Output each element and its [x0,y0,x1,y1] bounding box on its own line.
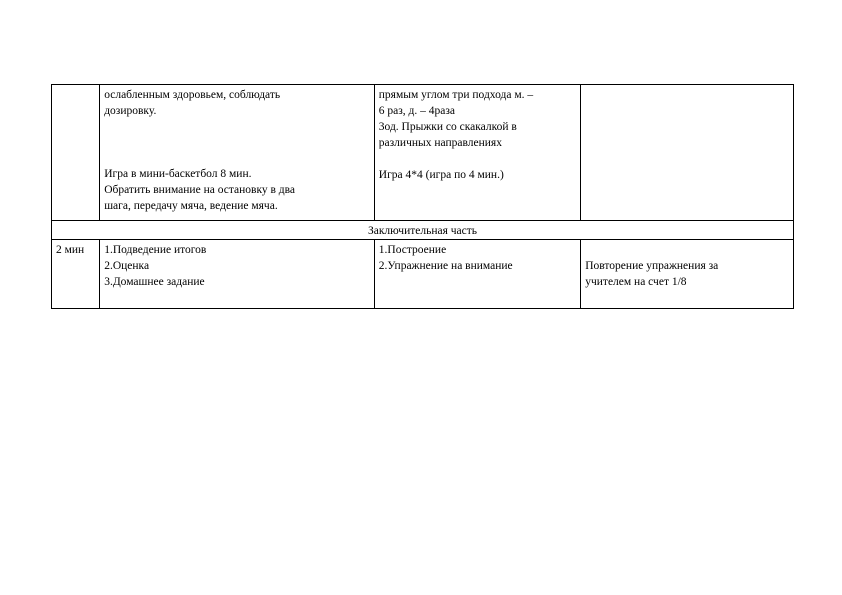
text-line: 3.Домашнее задание [104,276,205,288]
text-line: ослабленным здоровьем, соблюдать [104,89,281,101]
notes-cell [581,240,794,309]
text-line: Обратить внимание на остановку в два [104,184,296,196]
text-line: 2.Оценка [104,260,150,272]
text-line: Игра в мини-баскетбол 8 мин. [104,168,252,180]
text-line: 6 раз, д. – 4раза [378,105,456,117]
text-line: различных направлениях [378,137,502,149]
lesson-plan-table [51,84,794,309]
table-row [52,240,794,309]
text-line: дозировку. [104,105,157,117]
text-line: 3од. Прыжки со скакалкой в [378,121,517,133]
text-line: учителем на счет 1/8 [585,276,687,288]
section-header-row [52,221,794,240]
section-title: Заключительная часть [52,221,794,240]
text-line: 2.Упражнение на внимание [378,260,513,272]
exercise-cell [374,85,580,221]
content-cell [100,85,375,221]
text-line: 1.Подведение итогов [104,244,207,256]
exercise-cell [374,240,580,309]
notes-cell [581,85,794,221]
text-line: прямым углом три подхода м. – [378,89,534,101]
text-line: Повторение упражнения за [585,260,719,272]
text-line: Игра 4*4 (игра по 4 мин.) [378,169,504,181]
time-cell: 2 мин [52,240,100,309]
text-line: 1.Построение [378,244,447,256]
time-cell [52,85,100,221]
table-row [52,85,794,221]
content-cell [100,240,375,309]
text-line: шага, передачу мяча, ведение мяча. [104,200,278,212]
